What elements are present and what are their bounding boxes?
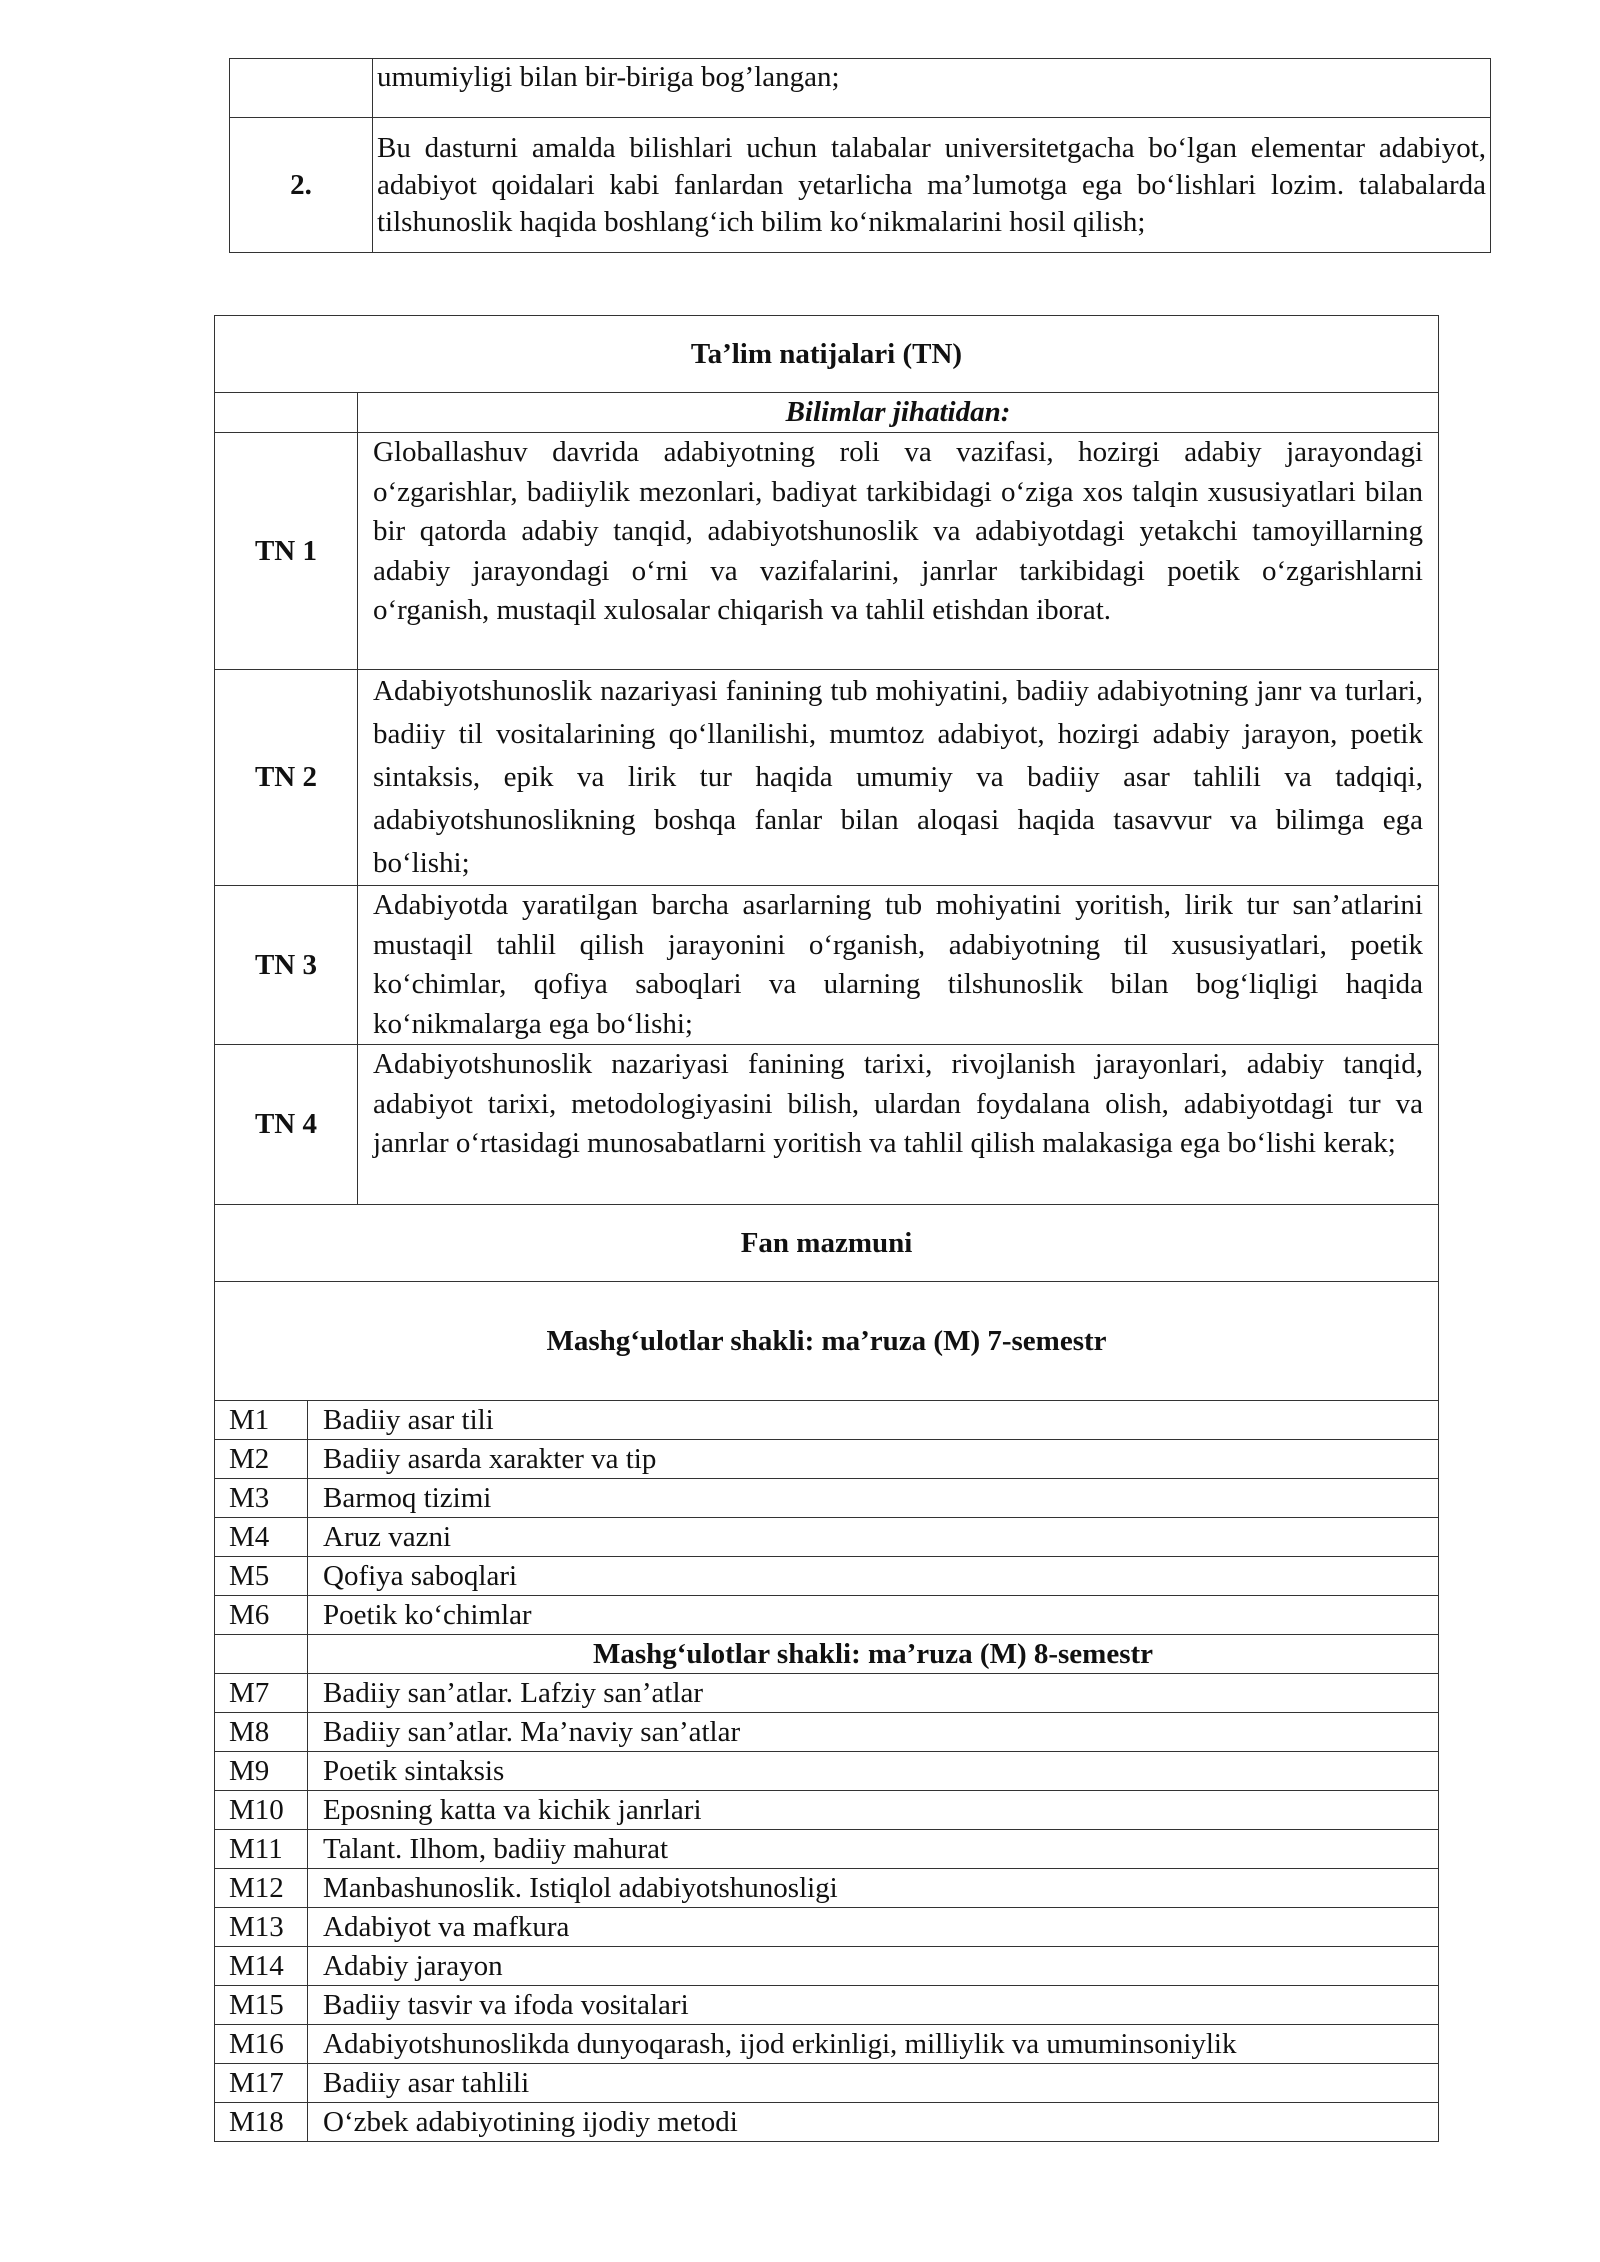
table-row [230, 118, 1491, 253]
topic-code: M17 [215, 2064, 308, 2103]
topic-title: Eposning katta va kichik janrlari [308, 1791, 1439, 1830]
outcome-row [215, 433, 1439, 670]
topic-row [215, 1830, 1439, 1869]
row-text: Bu dasturni amalda bilishlari uchun talabalar universitetgacha bo‘lgan elementar adabiyot, adabiyot qoidalari kabi fanlardan yetarlicha ma’lumotga ega bo‘lishlari lozim. talabalarda tilshunoslik haqida boshlang‘ich bilim ko‘nikmalarini hosil qilish; [373, 118, 1491, 253]
topic-code: M13 [215, 1908, 308, 1947]
outcomes-subtitle: Bilimlar jihatidan: [358, 393, 1439, 433]
outcome-row [215, 670, 1439, 886]
outcome-text: Adabiyotshunoslik nazariyasi fanining tarixi, rivojlanish jarayonlari, adabiy tanqid, adabiyot tarixi, metodologiyasini bilish, ulardan foydalana olish, adabiyotdagi tur va janrlar o‘rtasidagi munosabatlarni yoritish va tahlil qilish malakasiga ega bo‘lishi kerak; [358, 1045, 1439, 1205]
outcome-row [215, 1045, 1439, 1205]
topic-title: Poetik ko‘chimlar [308, 1596, 1439, 1635]
outcome-label: TN 3 [215, 886, 358, 1045]
topic-row [215, 1791, 1439, 1830]
topic-row [215, 1752, 1439, 1791]
topic-title: Manbashunoslik. Istiqlol adabiyotshunosligi [308, 1869, 1439, 1908]
topic-code: M9 [215, 1752, 308, 1791]
topic-row [215, 1518, 1439, 1557]
semester7-title: Mashg‘ulotlar shakli: ma’ruza (M) 7-semestr [215, 1282, 1439, 1401]
outcome-label: TN 2 [215, 670, 358, 886]
topic-code: M10 [215, 1791, 308, 1830]
topic-code: M18 [215, 2103, 308, 2142]
outcome-text: Globallashuv davrida adabiyotning roli va vazifasi, hozirgi adabiy jarayondagi o‘zgarishlar, badiiylik mezonlari, badiyat tarkibidagi o‘ziga xos talqin xususiyatlari bilan bir qatorda adabiy tanqid, adabiyotshunoslik va adabiyotdagi yetakchi tamoyillarning adabiy jarayondagi o‘rni va vazifalarini, janrlar tarkibidagi poetik o‘zgarishlarni o‘rganish, mustaqil xulosalar chiqarish va tahlil etishdan iborat. [358, 433, 1439, 670]
topic-row [215, 1908, 1439, 1947]
topic-row [215, 1869, 1439, 1908]
topic-row [215, 1947, 1439, 1986]
row-number-cell [230, 59, 373, 118]
table-row [230, 59, 1491, 118]
topic-code: M3 [215, 1479, 308, 1518]
topic-row [215, 1440, 1439, 1479]
topic-row [215, 1674, 1439, 1713]
topic-row [215, 1479, 1439, 1518]
topic-code: M8 [215, 1713, 308, 1752]
topic-title: Badiiy tasvir va ifoda vositalari [308, 1986, 1439, 2025]
topic-code: M16 [215, 2025, 308, 2064]
topic-title: Aruz vazni [308, 1518, 1439, 1557]
topic-row [215, 2103, 1439, 2142]
topic-title: Talant. Ilhom, badiiy mahurat [308, 1830, 1439, 1869]
topic-code: M12 [215, 1869, 308, 1908]
topic-title: Badiiy san’atlar. Lafziy san’atlar [308, 1674, 1439, 1713]
semester8-list [215, 1674, 1439, 2142]
topic-row [215, 2025, 1439, 2064]
outcomes-title: Ta’lim natijalari (TN) [215, 316, 1439, 393]
topic-title: Adabiyot va mafkura [308, 1908, 1439, 1947]
topic-code: M14 [215, 1947, 308, 1986]
row-text: umumiyligi bilan bir-biriga bog’langan; [373, 59, 1491, 118]
topic-row [215, 1986, 1439, 2025]
topic-row [215, 1401, 1439, 1440]
table-row [215, 1282, 1439, 1401]
outcome-label: TN 1 [215, 433, 358, 670]
content-title: Fan mazmuni [215, 1205, 1439, 1282]
topic-code: M11 [215, 1830, 308, 1869]
table-row [215, 316, 1439, 393]
topic-row [215, 1713, 1439, 1752]
topic-title: Qofiya saboqlari [308, 1557, 1439, 1596]
topic-row [215, 1596, 1439, 1635]
topic-title: Badiiy asar tahlili [308, 2064, 1439, 2103]
topic-code: M7 [215, 1674, 308, 1713]
topic-row [215, 1557, 1439, 1596]
semester7-list [215, 1401, 1439, 1635]
outcome-text: Adabiyotshunoslik nazariyasi fanining tub mohiyatini, badiiy adabiyotning janr va turlari, badiiy til vositalarining qo‘llanilishi, mumtoz adabiyot, hozirgi adabiy jarayon, poetik sintaksis, epik va lirik tur haqida umumiy va badiiy asar tahlili va tadqiqi, adabiyotshunoslikning boshqa fanlar bilan aloqasi haqida tasavvur va bilimga ega bo‘lishi; [358, 670, 1439, 886]
row-number: 2. [230, 118, 373, 253]
topic-code: M15 [215, 1986, 308, 2025]
table-row [215, 393, 1439, 433]
prerequisites-table [229, 58, 1491, 253]
outcome-text: Adabiyotda yaratilgan barcha asarlarning tub mohiyatini yoritish, lirik tur san’atlarini mustaqil tahlil qilish jarayonini o‘rganish, adabiyotning til xususiyatlari, poetik ko‘chimlar, qofiya saboqlari va ularning tilshunoslik bilan bog‘liqligi haqida ko‘nikmalarga ega bo‘lishi; [358, 886, 1439, 1045]
topic-title: Badiiy asarda xarakter va tip [308, 1440, 1439, 1479]
topic-code: M2 [215, 1440, 308, 1479]
outcome-label: TN 4 [215, 1045, 358, 1205]
topic-code: M1 [215, 1401, 308, 1440]
empty-cell [215, 1635, 308, 1674]
topic-code: M4 [215, 1518, 308, 1557]
topic-title: Adabiy jarayon [308, 1947, 1439, 1986]
learning-outcomes-table [214, 315, 1439, 2142]
topic-row [215, 2064, 1439, 2103]
table-row [215, 1205, 1439, 1282]
topic-title: Poetik sintaksis [308, 1752, 1439, 1791]
semester8-title: Mashg‘ulotlar shakli: ma’ruza (M) 8-semestr [308, 1635, 1439, 1674]
topic-title: Badiiy san’atlar. Ma’naviy san’atlar [308, 1713, 1439, 1752]
empty-cell [215, 393, 358, 433]
table-row [215, 1635, 1439, 1674]
topic-code: M6 [215, 1596, 308, 1635]
topic-code: M5 [215, 1557, 308, 1596]
outcome-row [215, 886, 1439, 1045]
topic-title: Badiiy asar tili [308, 1401, 1439, 1440]
topic-title: Adabiyotshunoslikda dunyoqarash, ijod erkinligi, milliylik va umuminsoniylik [308, 2025, 1439, 2064]
topic-title: O‘zbek adabiyotining ijodiy metodi [308, 2103, 1439, 2142]
topic-title: Barmoq tizimi [308, 1479, 1439, 1518]
